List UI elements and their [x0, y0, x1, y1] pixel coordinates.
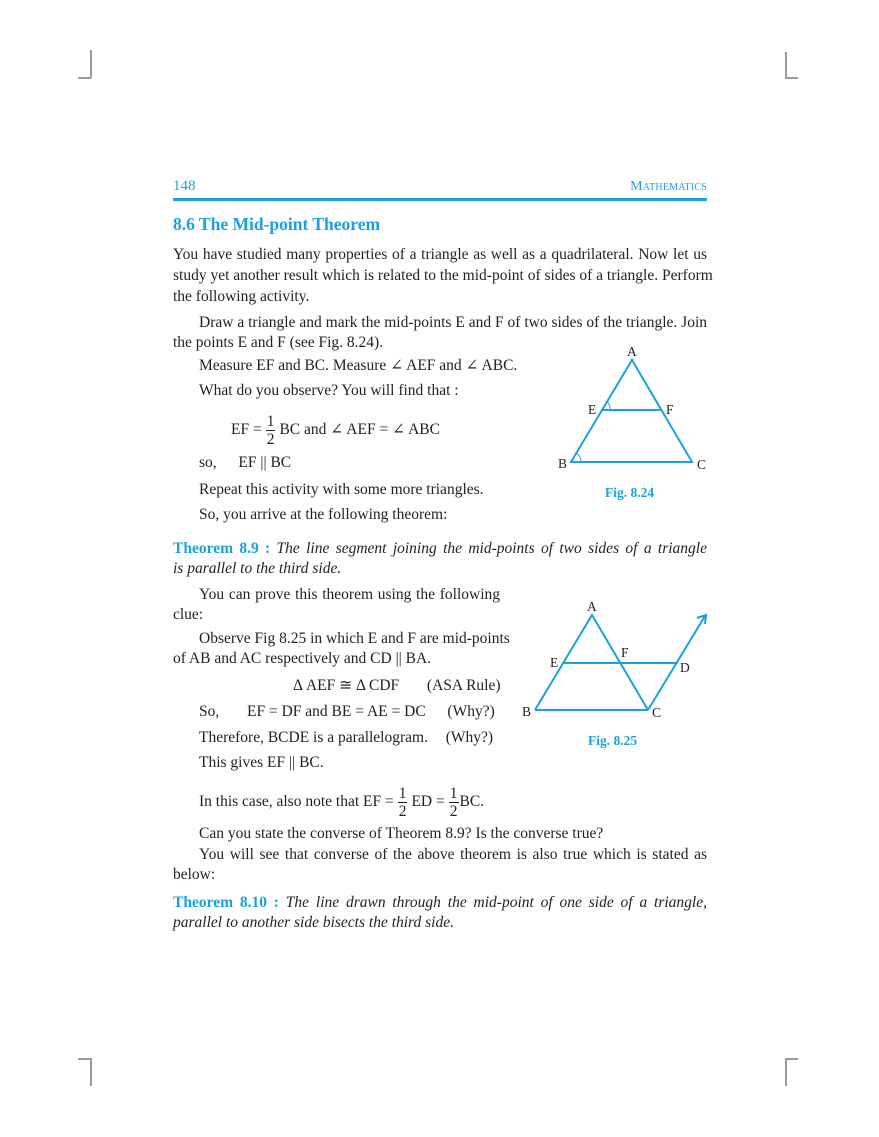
gives-line: This gives EF || BC.	[199, 754, 324, 771]
point-label-b: B	[522, 704, 532, 719]
paragraph-line: below:	[173, 866, 216, 883]
note-right: BC.	[459, 793, 485, 810]
so-label: so,	[199, 454, 217, 471]
paragraph-line: Observe Fig 8.25 in which E and F are mid-points	[199, 630, 510, 647]
point-label-f: F	[666, 402, 674, 417]
page-number: 148	[173, 178, 196, 194]
point-label-a: A	[627, 344, 637, 359]
paragraph-line: You can prove this theorem using the following	[199, 586, 500, 603]
so-value: EF || BC	[238, 454, 292, 471]
theorem-8-10-text: The line drawn through the mid-point of one side of a triangle,	[285, 894, 707, 911]
point-label-f: F	[621, 645, 629, 660]
figure-8-25-labels	[522, 599, 690, 720]
note-mid: ED =	[411, 793, 445, 810]
point-label-e: E	[588, 402, 597, 417]
theorem-8-9-label: Theorem 8.9 :	[173, 540, 271, 557]
theorem-8-9-line-2: is parallel to the third side.	[173, 560, 342, 577]
point-label-d: D	[680, 660, 690, 675]
fraction-denominator: 2	[449, 802, 458, 820]
theorem-8-10-label: Theorem 8.10 :	[173, 894, 279, 911]
fraction-numerator: 1	[398, 784, 407, 802]
congruence-statement: Δ AEF ≅ Δ CDF	[293, 677, 400, 694]
point-label-b: B	[558, 456, 568, 471]
measure-line: Measure EF and BC. Measure ∠ AEF and ∠ ABC.	[199, 357, 518, 374]
section-title: 8.6 The Mid-point Theorem	[173, 214, 381, 234]
paragraph-line: the following activity.	[173, 288, 310, 305]
repeat-line: Repeat this activity with some more triangles.	[199, 481, 484, 498]
so2-value: EF = DF and BE = AE = DC	[247, 703, 426, 720]
point-label-c: C	[697, 457, 707, 472]
angle-abc-arc	[576, 453, 581, 462]
paragraph-line: You will see that converse of the above theorem is also true which is stated as	[199, 846, 707, 863]
running-title: Mathematics	[630, 179, 707, 194]
paragraph-line: study yet another result which is related to the mid-point of sides of a triangle. Perform	[173, 267, 713, 284]
note-left: In this case, also note that EF =	[199, 793, 394, 810]
paragraph-line: of AB and AC respectively and CD || BA.	[173, 650, 432, 667]
figure-8-24-caption: Fig. 8.24	[605, 485, 655, 500]
paragraph-line: Draw a triangle and mark the mid-points E and F of two sides of the triangle. Join	[199, 314, 707, 331]
therefore-text: Therefore, BCDE is a parallelogram.	[199, 729, 428, 746]
fraction-denominator: 2	[398, 802, 407, 820]
figure-8-25-caption: Fig. 8.25	[588, 733, 638, 748]
therefore-reason: (Why?)	[445, 729, 494, 746]
so2-reason: (Why?)	[447, 703, 495, 720]
theorem-8-9-text: The line segment joining the mid-points of two sides of a triangle	[276, 540, 707, 557]
observe-line: What do you observe? You will find that :	[199, 382, 459, 399]
eq-right: BC and ∠ AEF = ∠ ABC	[279, 421, 440, 438]
point-label-c: C	[652, 705, 662, 720]
fraction-numerator: 1	[266, 412, 275, 430]
eq-left: EF =	[231, 421, 262, 438]
point-label-e: E	[550, 655, 559, 670]
so2-label: So,	[199, 703, 220, 720]
paragraph-line: the points E and F (see Fig. 8.24).	[173, 334, 384, 351]
paragraph-line: clue:	[173, 606, 204, 623]
arrive-line: So, you arrive at the following theorem:	[199, 506, 448, 523]
theorem-8-10-line-2: parallel to another side bisects the third side.	[173, 914, 454, 931]
fraction-numerator: 1	[449, 784, 458, 802]
point-label-a: A	[587, 599, 597, 614]
congruence-reason: (ASA Rule)	[426, 677, 501, 694]
figure-8-24-labels	[558, 344, 706, 472]
paragraph-line: You have studied many properties of a triangle as well as a quadrilateral. Now let us	[173, 246, 707, 263]
converse-question: Can you state the converse of Theorem 8.9? Is the converse true?	[199, 825, 604, 842]
fraction-denominator: 2	[266, 430, 275, 448]
